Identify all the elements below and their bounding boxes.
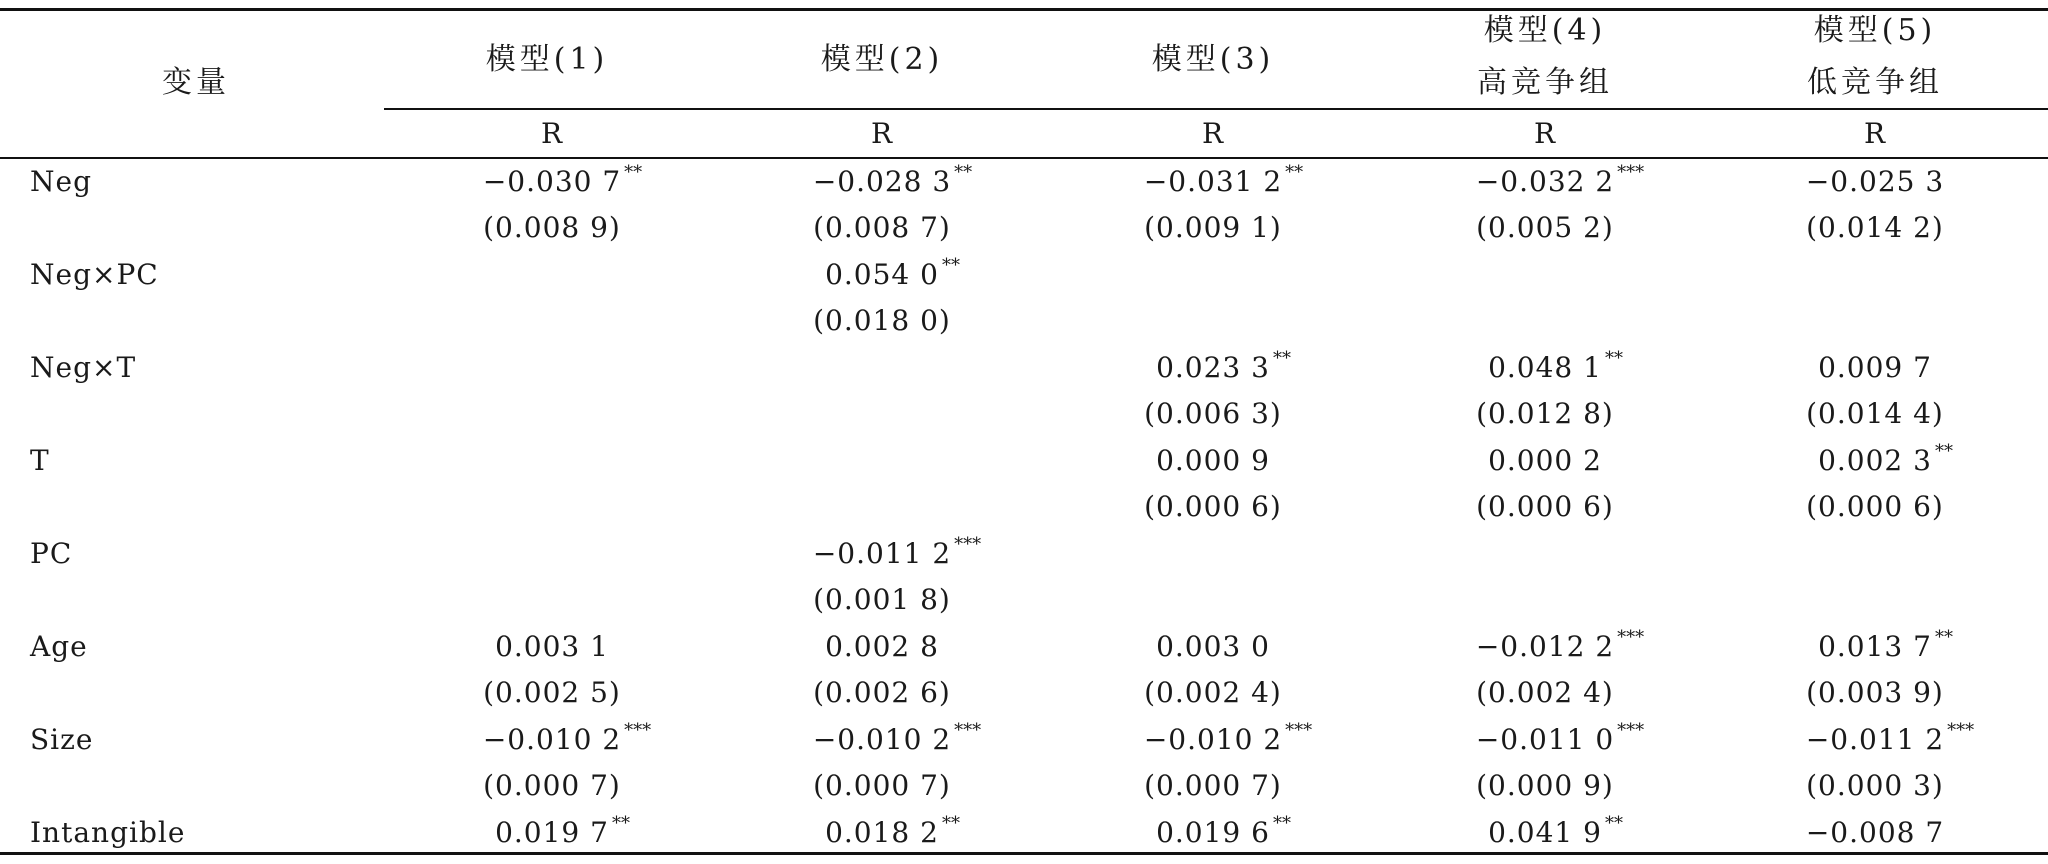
coef-t-model-4 <box>1488 444 1602 478</box>
se-neg-t-model-3: (0.006 3) <box>1144 397 1282 430</box>
se-size-model-3: (0.000 7) <box>1144 769 1282 802</box>
se-neg-model-3: (0.009 1) <box>1144 211 1282 244</box>
coef-neg-model-4 <box>1475 162 1645 199</box>
coef-intangible-model-5 <box>1806 816 1944 850</box>
significance-stars: ** <box>624 162 643 183</box>
se-size-model-2: (0.000 7) <box>813 769 951 802</box>
significance-stars: *** <box>1617 720 1645 741</box>
se-t-model-4: (0.000 6) <box>1476 490 1614 523</box>
coef-value: −0.010 2 <box>482 723 622 756</box>
coef-size-model-2 <box>812 720 982 757</box>
coef-value: −0.008 7 <box>1805 816 1945 849</box>
significance-stars: ** <box>1934 627 1953 648</box>
significance-stars: *** <box>954 720 982 741</box>
significance-stars: ** <box>941 255 960 276</box>
se-age-model-4: (0.002 4) <box>1476 676 1614 709</box>
coef-intangible-model-1 <box>495 813 630 850</box>
significance-stars: ** <box>1604 348 1623 369</box>
coef-value: 0.000 2 <box>1488 444 1602 477</box>
coef-pc-model-2 <box>812 534 982 571</box>
coef-value: −0.011 2 <box>1805 723 1945 756</box>
se-neg-model-1: (0.008 9) <box>483 211 621 244</box>
dependent-var-1: R <box>540 117 564 150</box>
se-neg-t-model-5: (0.014 4) <box>1806 397 1944 430</box>
coef-age-model-1 <box>495 630 609 664</box>
significance-stars: ** <box>1272 813 1291 834</box>
bottom-rule <box>0 852 2048 855</box>
coef-intangible-model-2 <box>825 813 960 850</box>
se-age-model-2: (0.002 6) <box>813 676 951 709</box>
model-5-group: 低竞争组 <box>1807 65 1943 100</box>
row-label-t: T <box>30 444 50 477</box>
row-label-age: Age <box>30 630 88 663</box>
variable-header: 变量 <box>162 65 230 100</box>
significance-stars: *** <box>624 720 652 741</box>
model-3-header: 模型(3) <box>1151 42 1275 77</box>
significance-stars: ** <box>1604 813 1623 834</box>
row-label-neg-t: Neg×T <box>30 351 137 384</box>
coef-t-model-3 <box>1156 444 1270 478</box>
coef-value: −0.011 0 <box>1475 723 1615 756</box>
significance-stars: ** <box>1285 162 1304 183</box>
se-neg-model-4: (0.005 2) <box>1476 211 1614 244</box>
se-neg-pc-model-2: (0.018 0) <box>813 304 951 337</box>
se-size-model-5: (0.000 3) <box>1806 769 1944 802</box>
significance-stars: *** <box>1285 720 1313 741</box>
se-t-model-5: (0.000 6) <box>1806 490 1944 523</box>
coef-age-model-3 <box>1156 630 1270 664</box>
coef-value: 0.019 7 <box>495 816 609 849</box>
coef-neg-t-model-3 <box>1156 348 1291 385</box>
coef-neg-t-model-4 <box>1488 348 1623 385</box>
row-label-neg-pc: Neg×PC <box>30 258 159 291</box>
coef-value: 0.002 3 <box>1818 444 1932 477</box>
model-4-group: 高竞争组 <box>1477 65 1613 100</box>
coef-value: −0.010 2 <box>1143 723 1283 756</box>
coef-value: 0.000 9 <box>1156 444 1270 477</box>
significance-stars: *** <box>1617 627 1645 648</box>
coef-neg-model-3 <box>1143 162 1304 199</box>
top-rule <box>0 8 2048 11</box>
dependent-var-4: R <box>1533 117 1557 150</box>
se-size-model-1: (0.000 7) <box>483 769 621 802</box>
significance-stars: *** <box>954 534 982 555</box>
coef-value: 0.003 1 <box>495 630 609 663</box>
se-age-model-5: (0.003 9) <box>1806 676 1944 709</box>
dependent-var-2: R <box>870 117 894 150</box>
coef-neg-model-1 <box>482 162 643 199</box>
significance-stars: ** <box>941 813 960 834</box>
coef-neg-pc-model-2 <box>825 255 960 292</box>
coef-value: −0.030 7 <box>482 165 622 198</box>
significance-stars: ** <box>954 162 973 183</box>
row-label-pc: PC <box>30 537 73 570</box>
coef-value: −0.025 3 <box>1805 165 1945 198</box>
coef-intangible-model-4 <box>1488 813 1623 850</box>
dependent-var-5: R <box>1863 117 1887 150</box>
coef-value: 0.013 7 <box>1818 630 1932 663</box>
coef-value: 0.018 2 <box>825 816 939 849</box>
row-label-size: Size <box>30 723 94 756</box>
se-t-model-3: (0.000 6) <box>1144 490 1282 523</box>
coef-size-model-1 <box>482 720 652 757</box>
coef-intangible-model-3 <box>1156 813 1291 850</box>
model-2-header: 模型(2) <box>820 42 944 77</box>
coef-value: 0.002 8 <box>825 630 939 663</box>
se-neg-t-model-4: (0.012 8) <box>1476 397 1614 430</box>
model-1-header: 模型(1) <box>485 42 609 77</box>
se-neg-model-5: (0.014 2) <box>1806 211 1944 244</box>
coef-value: −0.012 2 <box>1475 630 1615 663</box>
row-label-intangible: Intangible <box>30 816 186 849</box>
significance-stars: *** <box>1617 162 1645 183</box>
coef-age-model-4 <box>1475 627 1645 664</box>
dependent-var-3: R <box>1201 117 1225 150</box>
coef-size-model-3 <box>1143 720 1313 757</box>
coef-value: −0.011 2 <box>812 537 952 570</box>
coef-t-model-5 <box>1818 441 1953 478</box>
significance-stars: ** <box>1934 441 1953 462</box>
coef-age-model-5 <box>1818 627 1953 664</box>
coef-value: −0.028 3 <box>812 165 952 198</box>
coef-size-model-5 <box>1805 720 1975 757</box>
coef-age-model-2 <box>825 630 939 664</box>
coef-value: 0.003 0 <box>1156 630 1270 663</box>
coef-value: −0.010 2 <box>812 723 952 756</box>
coef-size-model-4 <box>1475 720 1645 757</box>
model-5-header: 模型(5) <box>1813 13 1937 48</box>
coef-value: 0.041 9 <box>1488 816 1602 849</box>
coef-value: 0.023 3 <box>1156 351 1270 384</box>
coef-value: 0.054 0 <box>825 258 939 291</box>
coef-value: 0.019 6 <box>1156 816 1270 849</box>
se-neg-model-2: (0.008 7) <box>813 211 951 244</box>
coef-value: −0.032 2 <box>1475 165 1615 198</box>
coef-neg-model-2 <box>812 162 973 199</box>
significance-stars: ** <box>611 813 630 834</box>
se-age-model-1: (0.002 5) <box>483 676 621 709</box>
model-4-header: 模型(4) <box>1483 13 1607 48</box>
coef-neg-model-5 <box>1806 165 1944 199</box>
significance-stars: ** <box>1272 348 1291 369</box>
coef-value: 0.009 7 <box>1818 351 1932 384</box>
significance-stars: *** <box>1947 720 1975 741</box>
coef-value: 0.048 1 <box>1488 351 1602 384</box>
se-age-model-3: (0.002 4) <box>1144 676 1282 709</box>
header-subrule <box>384 108 2048 110</box>
se-size-model-4: (0.000 9) <box>1476 769 1614 802</box>
row-label-neg: Neg <box>30 165 92 198</box>
coef-neg-t-model-5 <box>1818 351 1932 385</box>
coef-value: −0.031 2 <box>1143 165 1283 198</box>
header-bottom-rule <box>0 157 2048 159</box>
se-pc-model-2: (0.001 8) <box>813 583 951 616</box>
